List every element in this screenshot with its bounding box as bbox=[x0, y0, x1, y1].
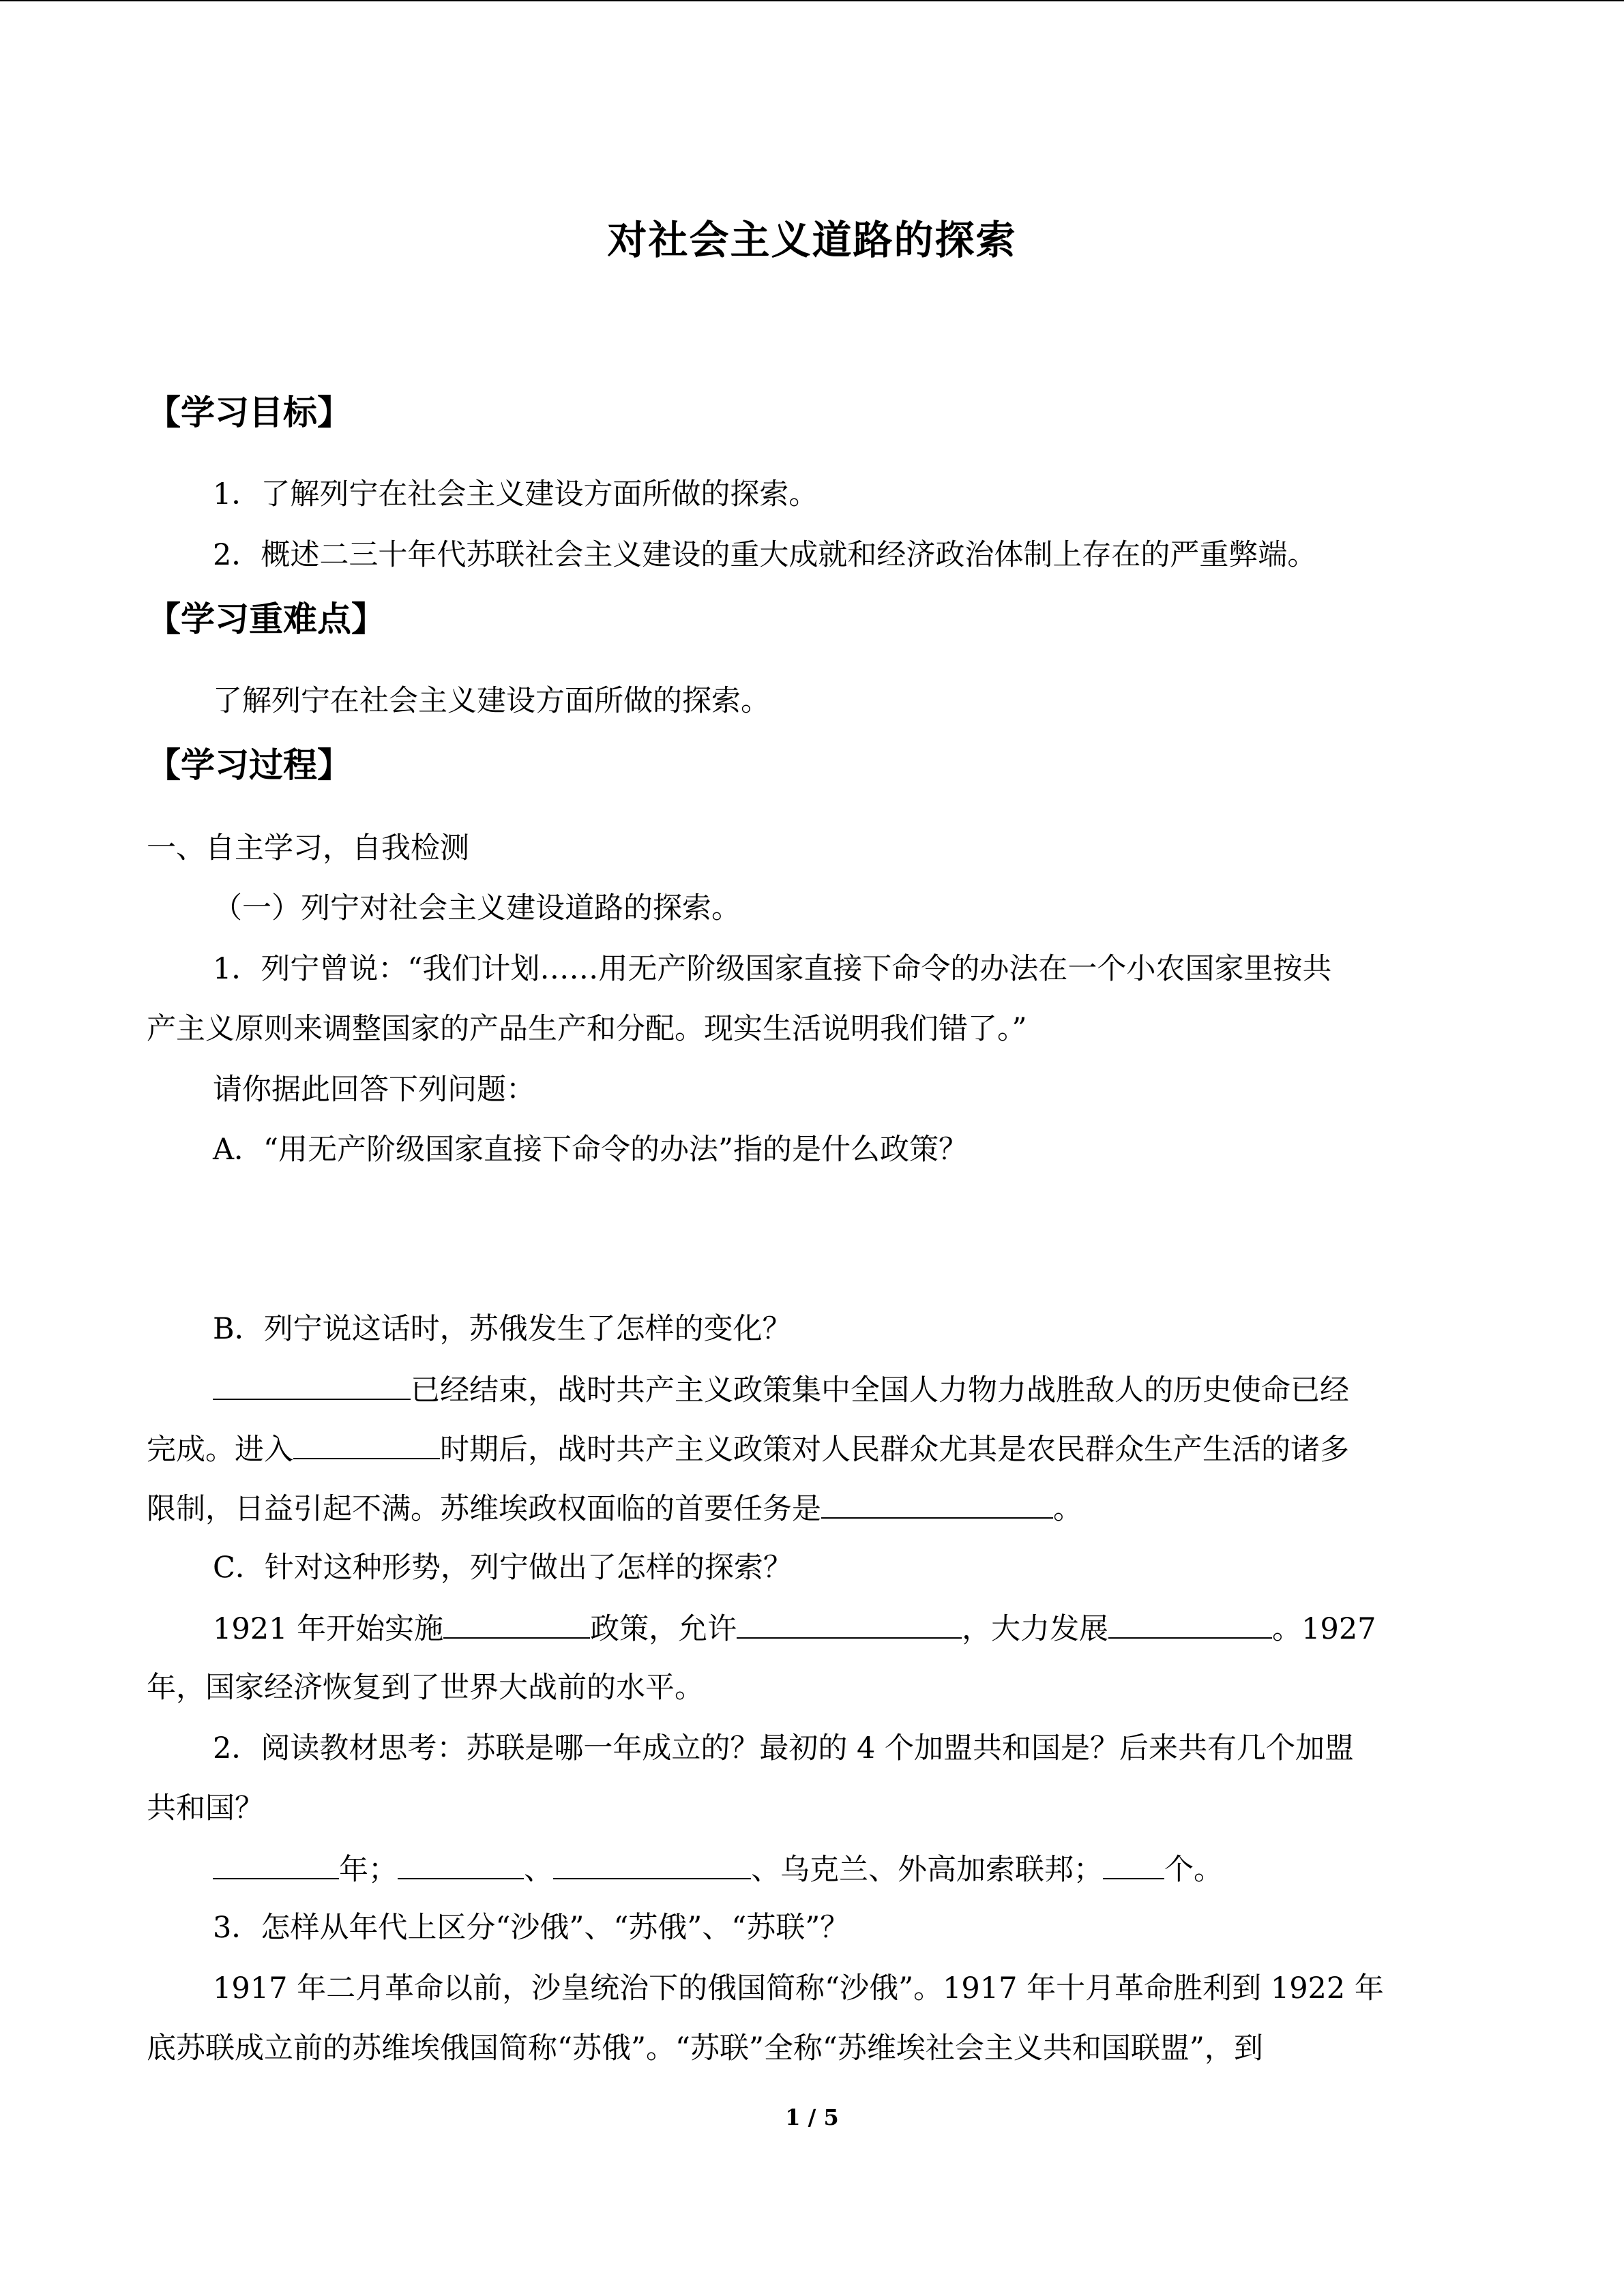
answer-blank[interactable] bbox=[1103, 1848, 1164, 1879]
answer-blank[interactable] bbox=[293, 1428, 440, 1459]
key-point-text: 了解列宁在社会主义建设方面所做的探索。 bbox=[213, 684, 770, 718]
answer-blank[interactable] bbox=[1108, 1607, 1272, 1639]
question-3: 3．怎样从年代上区分“沙俄”、“苏俄”、“苏联”？ bbox=[213, 1911, 850, 1945]
question-b-answer-line-3: 限制，日益引起不满。苏维埃政权面临的首要任务是 。 bbox=[147, 1487, 1483, 1530]
answer-blank[interactable] bbox=[398, 1848, 524, 1879]
page-top-rule bbox=[0, 0, 1624, 1]
question-b-answer-line-2: 完成。进入 时期后，战时共产主义政策对人民群众尤其是农民群众生产生活的诸多 bbox=[147, 1428, 1483, 1470]
subsection-one: （一）列宁对社会主义建设道路的探索。 bbox=[213, 891, 741, 925]
question-c: C．针对这种形势，列宁做出了怎样的探索？ bbox=[213, 1551, 793, 1585]
answer-blank[interactable] bbox=[213, 1369, 411, 1400]
page-number: 1 / 5 bbox=[785, 2104, 839, 2130]
heading-key-points: 【学习重难点】 bbox=[147, 599, 385, 639]
heading-process: 【学习过程】 bbox=[147, 745, 351, 785]
question-c-answer-line-2: 年，国家经济恢复到了世界大战前的水平。 bbox=[147, 1671, 704, 1705]
question-b-answer-line-1: 已经结束，战时共产主义政策集中全国人力物力战胜敌人的历史使命已经 bbox=[213, 1369, 1485, 1411]
question-3-answer-line-1: 1917 年二月革命以前，沙皇统治下的俄国简称“沙俄”。1917 年十月革命胜利到 1922 年 bbox=[213, 1971, 1384, 2006]
question-c-answer-line-1: 1921 年开始实施 政策，允许 ，大力发展 。1927 bbox=[213, 1607, 1485, 1650]
answer-blank[interactable] bbox=[737, 1607, 962, 1639]
question-1-line-2: 产主义原则来调整国家的产品生产和分配。现实生活说明我们错了。” bbox=[147, 1012, 1027, 1046]
answer-blank[interactable] bbox=[443, 1607, 590, 1639]
goal-item-2: 2．概述二三十年代苏联社会主义建设的重大成就和经济政治体制上存在的严重弊端。 bbox=[213, 538, 1317, 572]
question-b: B．列宁说这话时，苏俄发生了怎样的变化？ bbox=[213, 1312, 792, 1346]
question-1-prompt: 请你据此回答下列问题： bbox=[213, 1073, 535, 1107]
question-1-line-1: 1．列宁曾说：“我们计划……用无产阶级国家直接下命令的办法在一个小农国家里按共 bbox=[213, 952, 1332, 986]
question-3-answer-line-2: 底苏联成立前的苏维埃俄国简称“苏俄”。“苏联”全称“苏维埃社会主义共和国联盟”，到 bbox=[147, 2031, 1263, 2066]
answer-blank[interactable] bbox=[553, 1848, 751, 1879]
page-title: 对社会主义道路的探索 bbox=[607, 217, 1017, 263]
goal-item-1: 1．了解列宁在社会主义建设方面所做的探索。 bbox=[213, 477, 818, 511]
question-2-answer: 年； 、 、乌克兰、外高加索联邦； 个。 bbox=[213, 1848, 1485, 1890]
heading-goals: 【学习目标】 bbox=[147, 393, 351, 432]
question-a: A．“用无产阶级国家直接下命令的办法”指的是什么政策？ bbox=[213, 1133, 969, 1167]
answer-blank[interactable] bbox=[213, 1848, 339, 1879]
question-2-line-2: 共和国？ bbox=[147, 1791, 264, 1825]
part-one-heading: 一、自主学习，自我检测 bbox=[147, 831, 469, 865]
answer-blank[interactable] bbox=[821, 1487, 1053, 1519]
question-2-line-1: 2．阅读教材思考：苏联是哪一年成立的？最初的 4 个加盟共和国是？后来共有几个加盟 bbox=[213, 1731, 1355, 1765]
